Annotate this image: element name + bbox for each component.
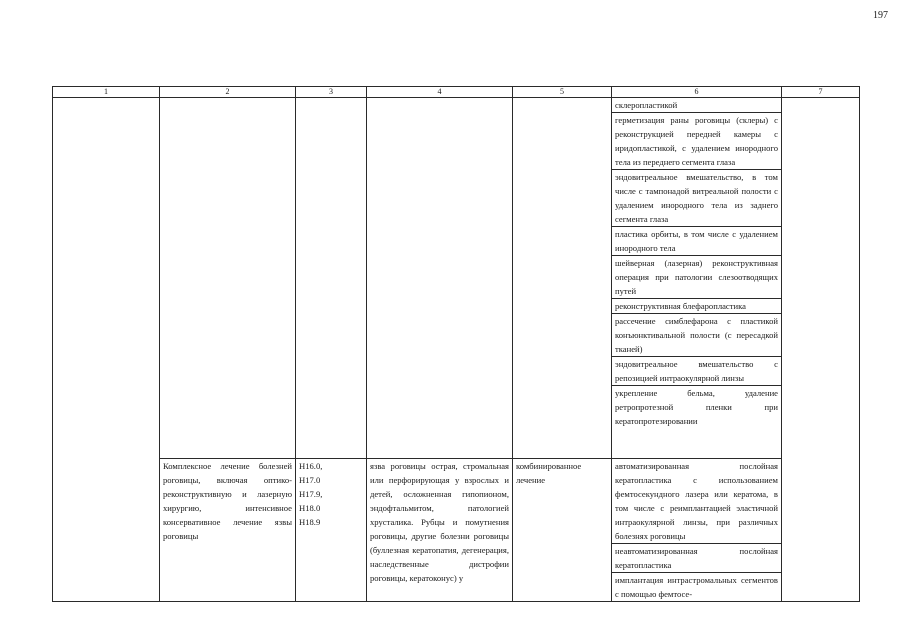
operations-list-top	[612, 98, 782, 459]
operation-item: эндовитреальное вмешательство, в том числе с тампонадой витреальной полости с удалением инородного тела из заднего сегмента глаза	[612, 170, 781, 227]
operation-item: автоматизированная послойная кератопластика с использованием фемтосекундного лазера или кератома, в том числе с реимплантацией эластичной интраокулярной линзы, при различных болезнях роговицы	[612, 459, 781, 544]
col-header-7: 7	[782, 87, 860, 98]
patient-model: язва роговицы острая, стромальная или перфорирующая у взрослых и детей, осложненная гипопионом, эндофтальмитом, патологией хрусталика. Рубцы и помутнения роговицы, другие болезни роговицы (буллезная кератопатия, дегенерация, наследственные дистрофии роговицы, кератоконус) у	[367, 459, 513, 602]
operations-list-bottom	[612, 459, 782, 602]
cell-col4	[367, 98, 513, 459]
col-header-5: 5	[513, 87, 612, 98]
cell-col1	[53, 98, 160, 602]
diagnosis-code: H18.0	[299, 503, 321, 513]
diagnosis-codes	[296, 459, 367, 602]
operation-item: эндовитреальное вмешательство с репозицией интраокулярной линзы	[612, 357, 781, 386]
diagnosis-code: H17.0	[299, 475, 321, 485]
operation-item: неавтоматизированная послойная кератопластика	[612, 544, 781, 573]
operation-item: рассечение симблефарона с пластикой конъюнктивальной полости (с пересадкой тканей)	[612, 314, 781, 357]
table-row-continuation	[53, 98, 860, 459]
cell-col2	[160, 98, 296, 459]
operation-item: укрепление бельма, удаление ретропротезной пленки при кератопротезировании	[615, 388, 778, 426]
page-number: 197	[873, 10, 888, 21]
col-header-3: 3	[296, 87, 367, 98]
col-header-6: 6	[612, 87, 782, 98]
header-row	[53, 87, 860, 98]
operation-item: герметизация раны роговицы (склеры) с реконструкцией передней камеры с иридопластикой, с удалением инородного тела из переднего сегмента глаза	[612, 113, 781, 170]
cell-col7	[782, 98, 860, 602]
col-header-1: 1	[53, 87, 160, 98]
cell-col5	[513, 98, 612, 459]
cell-col3	[296, 98, 367, 459]
treatment-type: комбинированное лечение	[513, 459, 612, 602]
operation-item: имплантация интрастромальных сегментов с помощью фемтосе-	[615, 575, 778, 599]
table-row-keratoplasty	[53, 459, 860, 602]
diagnosis-code: H17.9,	[299, 489, 323, 499]
operation-item: склеропластикой	[612, 98, 781, 113]
operation-item: шейверная (лазерная) реконструктивная операция при патологии слезоотводящих путей	[612, 256, 781, 299]
operation-item: пластика орбиты, в том числе с удалением инородного тела	[612, 227, 781, 256]
diagnosis-code: H18.9	[299, 517, 321, 527]
treatment-name: Комплексное лечение болезней роговицы, включая оптико-реконструктивную и лазерную хирургию, интенсивное консервативное лечение язвы роговицы	[160, 459, 296, 602]
col-header-2: 2	[160, 87, 296, 98]
col-header-4: 4	[367, 87, 513, 98]
medical-care-table	[52, 86, 860, 602]
operation-item: реконструктивная блефаропластика	[612, 299, 781, 314]
diagnosis-code: H16.0,	[299, 461, 323, 471]
